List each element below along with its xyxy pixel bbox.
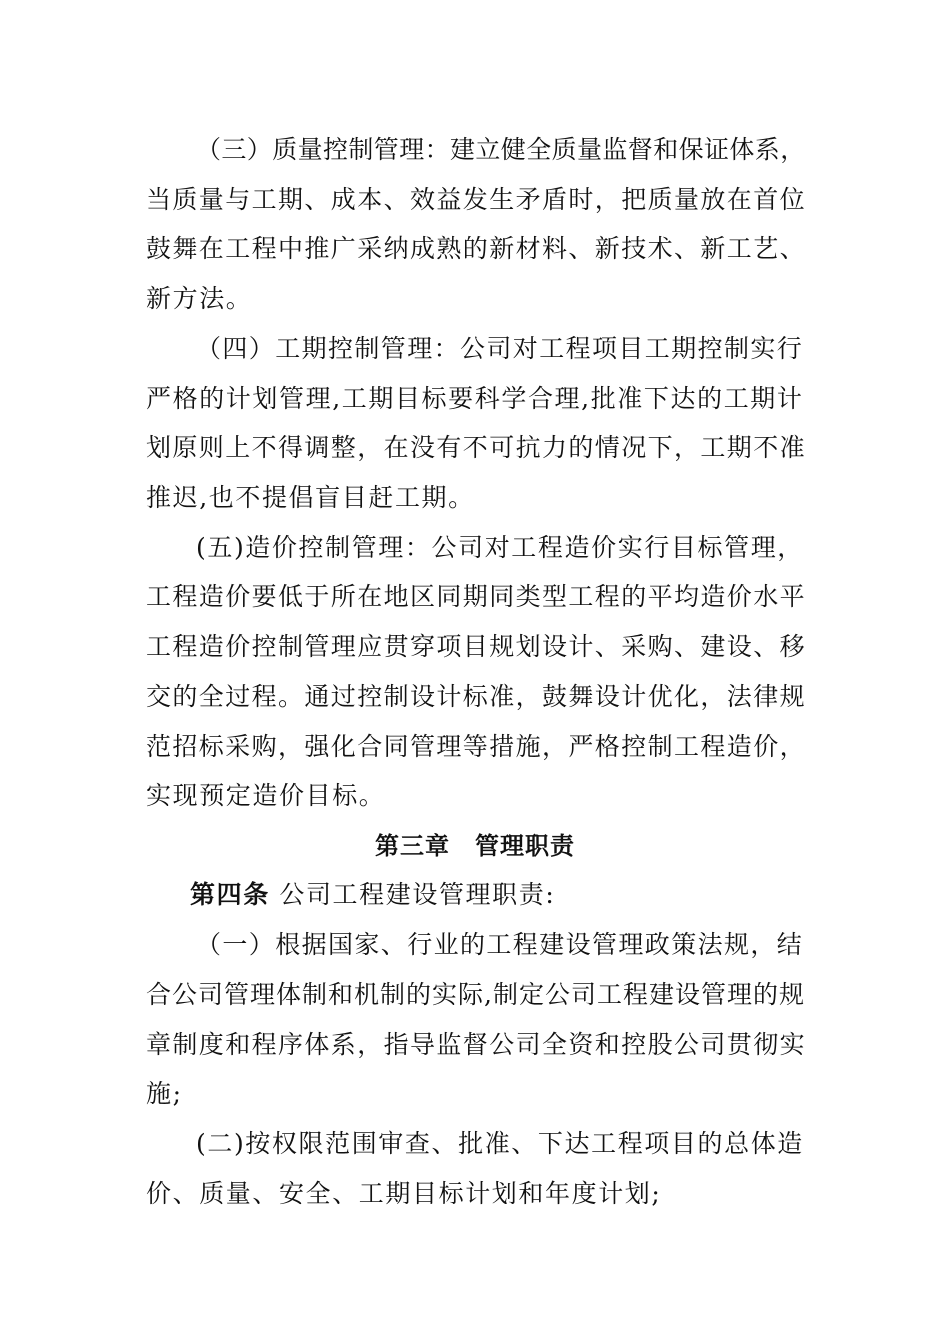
chapter-heading: 第三章 管理职责: [375, 832, 575, 860]
paragraph-4-line-2: 严格的计划管理,工期目标要科学合理,批准下达的工期计: [146, 384, 804, 413]
paragraph-3-line-3: 鼓舞在工程中推广采纳成熟的新材料、新技术、新工艺、: [146, 234, 807, 263]
paragraph-5-line-3: 工程造价控制管理应贯穿项目规划设计、采购、建设、移: [146, 632, 807, 661]
article-line: [190, 877, 850, 913]
duty-1-line-3: 章制度和程序体系，指导监督公司全资和控股公司贯彻实: [146, 1030, 807, 1059]
duty-1-line-4: 施;: [146, 1079, 183, 1108]
duty-2-line-2: 价、质量、安全、工期目标计划和年度计划;: [146, 1179, 662, 1208]
paragraph-4-line-1: （四）工期控制管理：公司对工程项目工期控制实行: [196, 334, 804, 363]
paragraph-3-line-2: 当质量与工期、成本、效益发生矛盾时，把质量放在首位: [146, 185, 807, 214]
duty-2-line-1: (二)按权限范围审查、批准、下达工程项目的总体造: [196, 1129, 804, 1158]
duty-1-line-1: （一）根据国家、行业的工程建设管理政策法规，结: [196, 930, 804, 959]
paragraph-5-line-4: 交的全过程。通过控制设计标准，鼓舞设计优化，法律规: [146, 682, 807, 711]
paragraph-4-line-3: 划原则上不得调整，在没有不可抗力的情况下，工期不准: [146, 433, 807, 462]
article-label: 第四条: [190, 880, 270, 909]
paragraph-4-line-4: 推迟,也不提倡盲目赶工期。: [146, 483, 475, 512]
paragraph-5-line-2: 工程造价要低于所在地区同期同类型工程的平均造价水平: [146, 582, 807, 611]
paragraph-5-line-6: 实现预定造价目标。: [146, 781, 386, 810]
article-text: 公司工程建设管理职责:: [269, 880, 556, 909]
paragraph-5-line-1: (五)造价控制管理：公司对工程造价实行目标管理，: [196, 533, 804, 562]
duty-1-line-2: 合公司管理体制和机制的实际,制定公司工程建设管理的规: [146, 980, 805, 1009]
paragraph-3-line-4: 新方法。: [146, 284, 253, 313]
paragraph-5-line-5: 范招标采购，强化合同管理等措施，严格控制工程造价，: [146, 732, 807, 761]
paragraph-3-line-1: （三）质量控制管理：建立健全质量监督和保证体系，: [196, 135, 806, 164]
